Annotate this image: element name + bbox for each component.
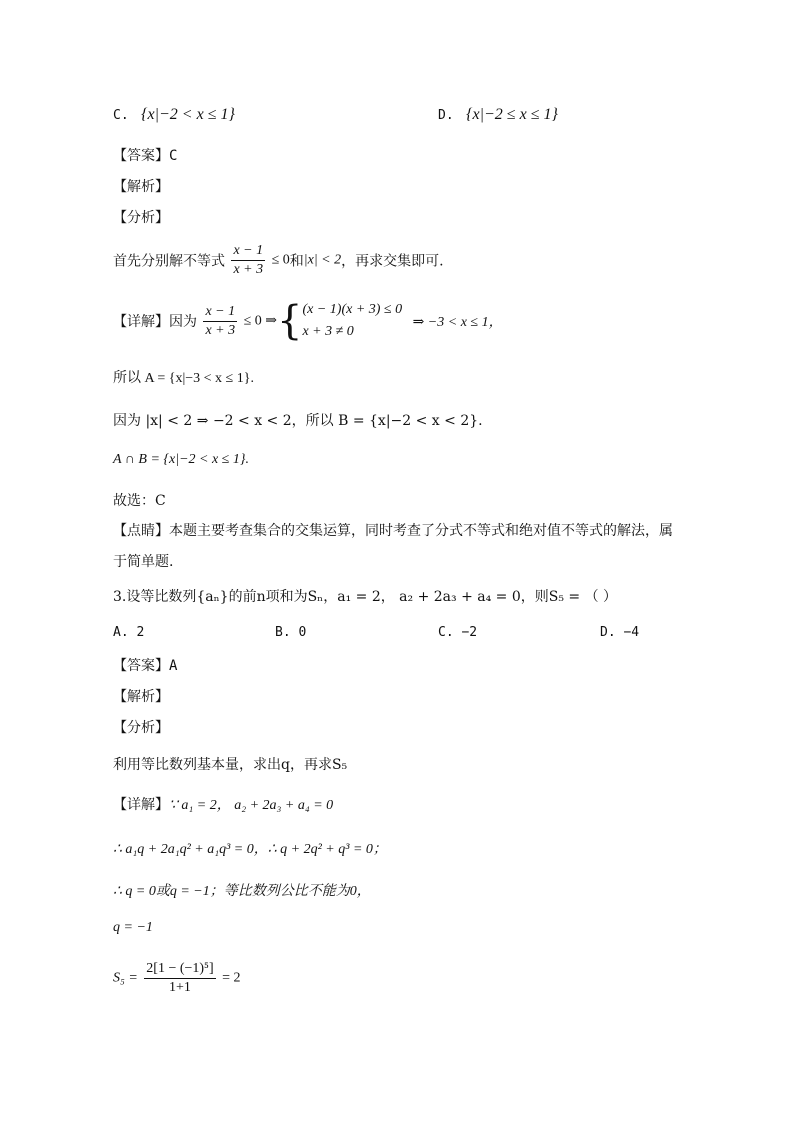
detail-fraction [203,303,237,340]
q2-dianjing-2: 于简单题. [113,554,174,570]
q3-s5-formula [113,960,240,997]
fenxi-text-pre: 首先分别解不等式 [113,253,225,270]
q3-stem: 3.设等比数列{aₙ}的前n项和为Sₙ，a₁ = 2， a₂ + 2a₃ + a₄ = 0，则S₅ = （ ） [113,589,618,605]
q3-step-2: ∴ q = 0或q = −1；等比数列公比不能为0， [113,884,371,899]
detail-result: ⇒ −3 < x ≤ 1， [412,315,503,330]
s5-den: 1+1 [168,980,191,995]
q2-answer [113,145,177,165]
dianjing-tag: 【点睛】 [113,523,169,539]
inequality-system [302,299,402,343]
q2-fenxi-line [113,242,444,279]
s5-lhs: S₅ = [113,970,138,986]
q3-answer-value: A [169,658,178,674]
q3-fenxi-text: 利用等比数列基本量，求出q，再求S₅ [113,757,348,773]
q2-analysis-tag: 【解析】 [113,179,169,195]
system-row-1: (x − 1)(x + 3) ≤ 0 [302,302,403,317]
q3-detail-text: ∵ a₁ = 2， a₂ + 2a₃ + a₄ = 0 [169,798,334,813]
q3-step-3: q = −1 [113,920,153,935]
q2-dianjing-1 [113,520,673,540]
fenxi-fraction [231,242,265,279]
q2-fenxi-tag: 【分析】 [113,210,169,226]
q3-option-a: A. 2 [113,625,145,640]
q3-option-d: D. −4 [600,625,640,640]
s5-num: 2[1 − (−1)⁵] [144,960,215,979]
fenxi-frac-den: x + 3 [233,262,264,277]
q2-choose: 故选：C [113,493,166,509]
detail-because: 因为 [169,314,197,330]
option-d-set: {x|−2 ≤ x ≤ 1} [466,106,558,123]
option-c-row [113,106,235,124]
answer-value: C [169,148,178,164]
system-row-2: x + 3 ≠ 0 [302,324,354,339]
dianjing-text-1: 本题主要考查集合的交集运算，同时考查了分式不等式和绝对值不等式的解法，属 [169,523,673,539]
option-d-row [438,106,558,124]
left-brace-icon: { [277,298,303,344]
fenxi-abs: |x| < 2 [303,252,342,268]
s5-rhs: = 2 [222,970,241,986]
q3-answer-tag: 【答案】 [113,658,169,674]
option-c-set: {x|−2 < x ≤ 1} [141,106,235,123]
answer-tag: 【答案】 [113,148,169,164]
s5-fraction [144,960,215,997]
detail-cmp: ≤ 0 ⇒ [243,313,277,329]
line-intersection: A ∩ B = {x|−2 < x ≤ 1}. [113,452,249,467]
q3-option-c: C. −2 [438,625,478,640]
q3-detail-tag: 【详解】 [113,797,169,813]
fenxi-text-post: ，再求交集即可. [341,253,444,270]
q3-step-1: ∴ a₁q + 2a₁q² + a₁q³ = 0，∴ q + 2q² + q³ = 0； [113,842,387,857]
q3-analysis-tag: 【解析】 [113,689,169,705]
line-set-a: 所以 A = {x|−3 < x ≤ 1}. [113,371,254,386]
q2-detail-line [113,299,503,343]
detail-frac-num: x − 1 [203,303,237,322]
line-set-b: 因为 |x| < 2 ⇒ −2 < x < 2，所以 B = {x|−2 < x < 2}. [113,413,483,429]
q3-option-b: B. 0 [275,625,307,640]
q3-detail-line [113,794,333,814]
fenxi-frac-num: x − 1 [231,242,265,261]
q3-fenxi-tag: 【分析】 [113,720,169,736]
q3-answer [113,655,177,675]
detail-tag: 【详解】 [113,314,169,330]
option-d-label: D. [438,108,454,123]
fenxi-and: 和 [289,253,304,270]
option-c-label: C. [113,108,129,123]
detail-frac-den: x + 3 [205,322,236,338]
fenxi-cmp: ≤ 0 [271,252,290,268]
